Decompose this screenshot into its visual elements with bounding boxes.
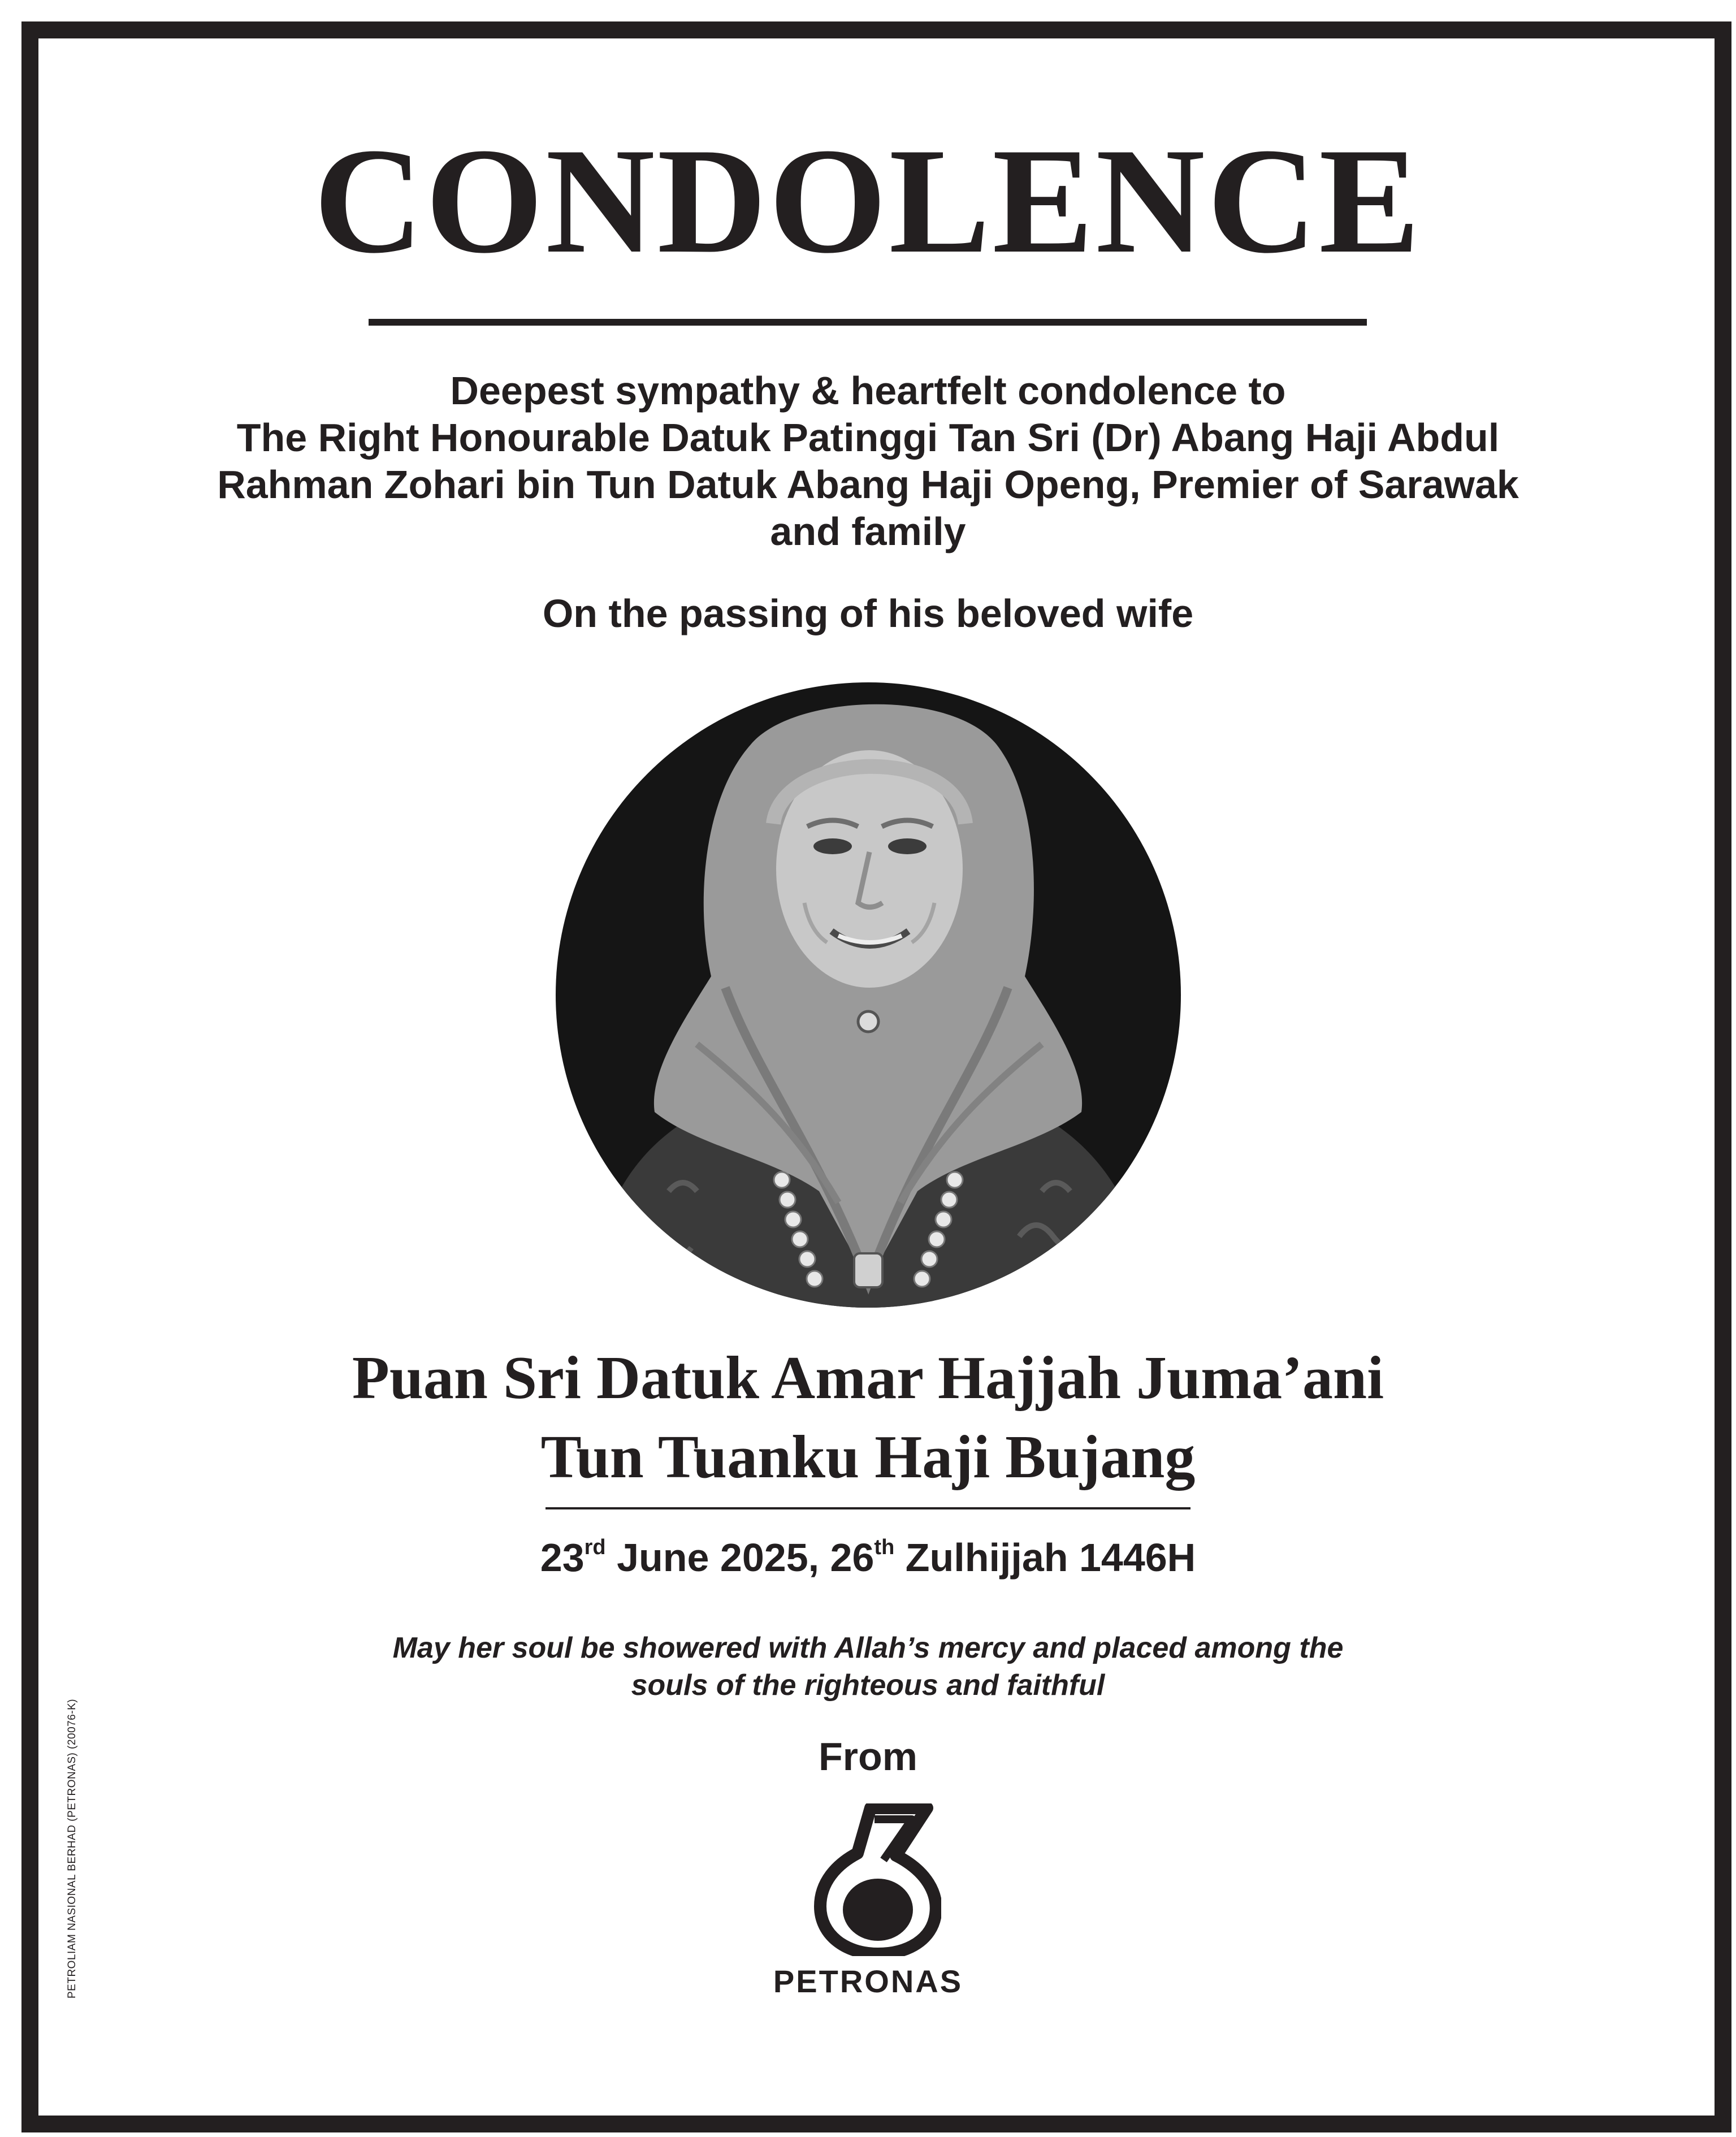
title-divider bbox=[369, 319, 1367, 326]
legal-note: PETROLIAM NASIONAL BERHAD (PETRONAS) (20076-K) bbox=[66, 1698, 78, 1998]
deceased-name-line: Tun Tuanku Haji Bujang bbox=[540, 1424, 1196, 1491]
petronas-logo-graphic bbox=[811, 1803, 941, 1956]
page-title: CONDOLENCE bbox=[314, 116, 1422, 284]
prayer-line: souls of the righteous and faithful bbox=[631, 1669, 1105, 1702]
intro-line: The Right Honourable Datuk Patinggi Tan Sri (Dr) Abang Haji Abdul bbox=[236, 416, 1500, 460]
intro-line: Rahman Zohari bin Tun Datuk Abang Haji Openg, Premier of Sarawak bbox=[217, 462, 1519, 507]
intro-line: Deepest sympathy & heartfelt condolence to bbox=[450, 369, 1286, 413]
intro-message bbox=[0, 367, 1736, 555]
intro-line: and family bbox=[770, 509, 966, 553]
gregorian-day-suffix: rd bbox=[584, 1535, 606, 1559]
prayer-line: May her soul be showered with Allah’s mercy and placed among the bbox=[392, 1632, 1344, 1664]
portrait-photo bbox=[556, 682, 1181, 1308]
from-label: From bbox=[819, 1734, 917, 1779]
gregorian-day: 23 bbox=[540, 1535, 585, 1580]
passing-line: On the passing of his beloved wife bbox=[542, 591, 1194, 635]
deceased-name bbox=[0, 1339, 1736, 1497]
prayer-message bbox=[0, 1629, 1736, 1704]
petronas-logo-icon bbox=[811, 1803, 941, 1956]
deceased-name-line: Puan Sri Datuk Amar Hajjah Juma’ani bbox=[352, 1344, 1384, 1412]
gregorian-date-rest: June 2025, bbox=[605, 1535, 830, 1580]
hijri-date-rest: Zulhijjah 1446H bbox=[894, 1535, 1196, 1580]
portrait-illustration bbox=[556, 682, 1181, 1308]
hijri-day: 26 bbox=[830, 1535, 875, 1580]
name-divider bbox=[546, 1507, 1190, 1509]
hijri-day-suffix: th bbox=[874, 1535, 895, 1559]
sender-name: PETRONAS bbox=[773, 1963, 963, 1999]
date-line bbox=[0, 1529, 1736, 1586]
